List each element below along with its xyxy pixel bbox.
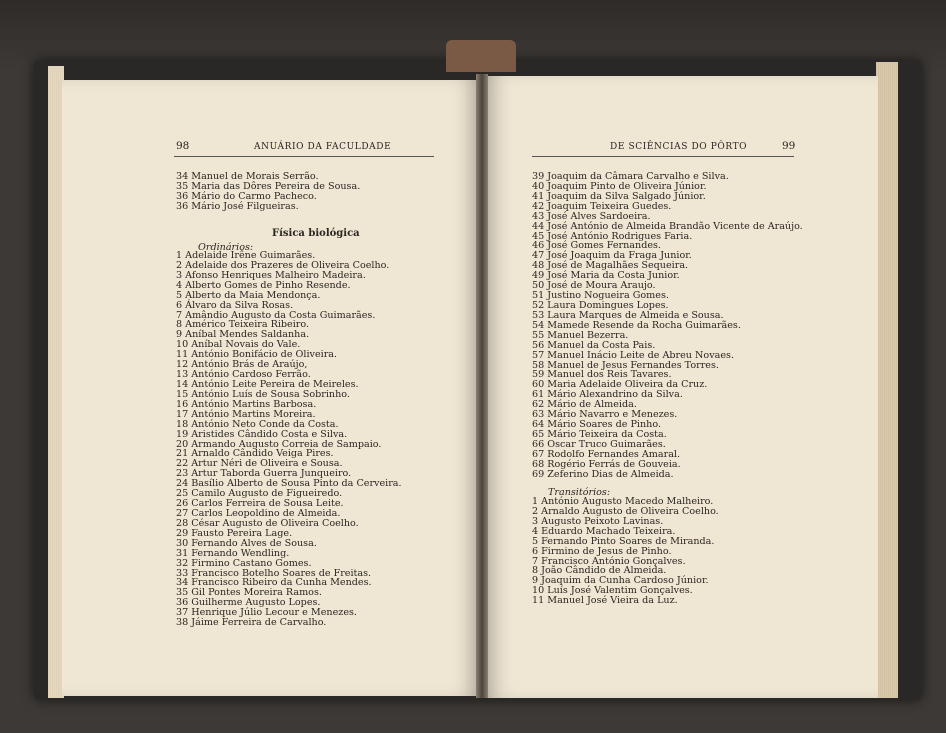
list-item: 11 Manuel José Vieira da Luz. [532,595,678,607]
list-item: 33 Francisco Botelho Soares de Freitas. [176,567,372,579]
list-item: 63 Mário Navarro e Menezes. [532,409,678,421]
list-item: 3 Afonso Henriques Malheiro Madeira. [176,269,366,281]
list-item: 16 António Martins Barbosa. [176,398,317,410]
header-rule [174,156,434,157]
list-item: 47 José Joaquim da Fraga Junior. [532,250,692,262]
list-item: 24 Basílio Alberto de Sousa Pinto da Cerveira. [176,478,402,490]
list-item: 7 Francisco António Gonçalves. [532,555,686,567]
list-item: 4 Alberto Gomes de Pinho Resende. [176,279,351,291]
list-item: 64 Mário Soares de Pinho. [532,419,661,431]
list-item: 1 Adelaide Irêne Guimarães. [176,250,316,261]
list-item: 21 Arnaldo Cândido Veiga Pires. [176,448,334,460]
list-item: 43 José Alves Sardoeira. [532,210,651,222]
list-item: 12 António Brás de Araújo, [176,359,308,371]
list-item: 51 Justino Nogueira Gomes. [532,290,669,302]
entry-list-transitory [532,497,719,606]
list-item: 11 António Bonifácio de Oliveira. [176,349,338,361]
subsection-label: Ordinários: [198,242,254,253]
list-item: 61 Mário Alexandrino da Silva. [532,389,683,401]
list-item: 60 Maria Adelaide Oliveira da Cruz. [532,379,708,391]
list-item: 42 Joaquim Teixeira Guedes. [532,200,672,212]
list-item: 57 Manuel Inácio Leite de Abreu Novaes. [532,349,734,361]
list-item: 36 Mário José Filgueiras. [176,200,299,212]
list-item: 39 Joaquim da Câmara Carvalho e Silva. [532,171,729,182]
running-header: ANUÁRIO DA FACULDADE [254,142,392,152]
header-rule [532,156,794,157]
list-item: 40 Joaquim Pinto de Oliveira Júnior. [532,180,707,192]
list-item: 35 Gil Pontes Moreira Ramos. [176,587,322,599]
list-item: 66 Oscar Truco Guimarães. [532,438,666,450]
list-item: 8 João Cândido de Almeida. [532,565,667,577]
list-item: 23 Artur Taborda Guerra Junqueiro. [176,468,352,480]
list-item: 28 César Augusto de Oliveira Coelho. [176,517,359,529]
list-item: 14 António Leite Pereira de Meireles. [176,378,359,390]
page-number: 99 [782,140,796,152]
list-item: 10 Aníbal Novais do Vale. [176,339,301,351]
list-item: 13 António Cardoso Ferrão. [176,369,311,381]
page-number: 98 [176,140,190,152]
list-item: 35 Maria das Dôres Pereira de Sousa. [176,180,361,192]
list-item: 2 Arnaldo Augusto de Oliveira Coelho. [532,505,719,517]
list-item: 5 Alberto da Maia Mendonça. [176,289,321,301]
entry-list-top [176,172,360,212]
list-item: 4 Eduardo Machado Teixeira. [532,525,676,537]
left-page [62,80,480,696]
list-item: 22 Artur Néri de Oliveira e Sousa. [176,458,343,470]
list-item: 34 Manuel de Morais Serrão. [176,171,319,182]
list-item: 1 António Augusto Macedo Malheiro. [532,496,714,507]
page-edges-right [876,62,898,698]
list-item: 41 Joaquim da Silva Salgado Júnior. [532,190,706,202]
list-item: 67 Rodolfo Fernandes Amaral. [532,448,681,460]
list-item: 52 Laura Domingues Lopes. [532,299,669,311]
list-item: 56 Manuel da Costa Pais. [532,339,656,351]
list-item: 19 Aristides Cândido Costa e Silva. [176,428,348,440]
list-item: 49 José Maria da Costa Junior. [532,270,680,282]
list-item: 9 Joaquim da Cunha Cardoso Júnior. [532,575,709,587]
list-item: 27 Carlos Leopoldino de Almeida. [176,507,341,519]
right-page [484,76,878,698]
list-item: 9 Aníbal Mendes Saldanha. [176,329,310,341]
list-item: 17 António Martins Moreira. [176,408,316,420]
list-item: 31 Fernando Wendling. [176,547,290,559]
list-item: 65 Mário Teixeira da Costa. [532,428,667,440]
list-item: 34 Francisco Ribeiro da Cunha Mendes. [176,577,372,589]
list-item: 69 Zeferino Dias de Almeida. [532,468,674,480]
list-item: 37 Henrique Júlio Lecour e Menezes. [176,607,357,619]
book-spine-headband [446,40,516,72]
entry-list-main [176,251,402,628]
list-item: 59 Manuel dos Reis Tavares. [532,369,672,381]
list-item: 62 Mário de Almeida. [532,399,637,411]
list-item: 58 Manuel de Jesus Fernandes Torres. [532,359,719,371]
list-item: 5 Fernando Pinto Soares de Miranda. [532,535,715,547]
list-item: 6 Firmino de Jesus de Pinho. [532,545,672,557]
list-item: 2 Adelaide dos Prazeres de Oliveira Coelho. [176,259,390,271]
list-item: 44 José António de Almeida Brandão Vicente de Araújo. [532,220,803,232]
list-item: 18 António Neto Conde da Costa. [176,418,339,430]
list-item: 3 Augusto Peixoto Lavinas. [532,515,664,527]
section-title: Física biológica [272,228,360,239]
list-item: 6 Álvaro da Silva Rosas. [176,299,294,311]
book-gutter [476,74,488,698]
list-item: 46 José Gomes Fernandes. [532,240,661,252]
list-item: 48 José de Magalhães Sequeira. [532,260,689,272]
list-item: 54 Mamede Resende da Rocha Guimarães. [532,319,741,331]
list-item: 8 Américo Teixeira Ribeiro. [176,319,310,331]
list-item: 38 Jáime Ferreira de Carvalho. [176,617,327,629]
list-item: 55 Manuel Bezerra. [532,329,629,341]
subsection-label: Transitórios: [548,487,611,498]
running-header: DE SCIÊNCIAS DO PÔRTO [610,142,748,152]
list-item: 50 José de Moura Araujo. [532,280,656,292]
list-item: 29 Fausto Pereira Lage. [176,527,293,539]
list-item: 10 Luís José Valentim Gonçalves. [532,585,693,597]
list-item: 15 António Luís de Sousa Sobrinho. [176,388,350,400]
list-item: 36 Guilherme Augusto Lopes. [176,597,321,609]
list-item: 45 José António Rodrigues Faria. [532,230,693,242]
list-item: 53 Laura Marques de Almeida e Sousa. [532,309,724,321]
list-item: 25 Camilo Augusto de Figueiredo. [176,488,343,500]
list-item: 26 Carlos Ferreira de Sousa Leite. [176,498,344,510]
list-item: 20 Armando Augusto Correia de Sampaio. [176,438,382,450]
list-item: 32 Firmino Castano Gomes. [176,557,312,569]
list-item: 30 Fernando Alves de Sousa. [176,537,317,549]
entry-list-main [532,172,803,480]
list-item: 36 Mário do Carmo Pacheco. [176,190,317,202]
list-item: 68 Rogério Ferrás de Gouveia. [532,458,681,470]
list-item: 7 Amândio Augusto da Costa Guimarães. [176,309,376,321]
